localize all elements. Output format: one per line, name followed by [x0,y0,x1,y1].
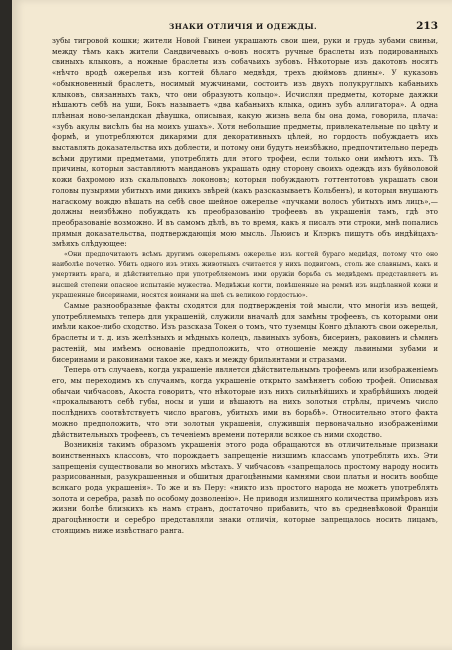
quotation-block: «Они предпочитаютъ всѣмъ другимъ ожерельямъ ожерелье изъ когтей бураго медвѣдя, потому что оно наиболѣе почетно. Убить одного изъ этихъ животныхъ считается у нихъ подвигомъ, столь же славнымъ, какъ и умертвить врага, и дѣйствительно при употребляемомъ ими оружіи борьба съ медвѣдемъ представляетъ въ высшей степени опасное испытаніе мужества. Медвѣжьи когти, повѣшенные на ремнѣ изъ выдѣланной кожи и украшенные бисеринами, носятся воинами на шеѣ съ великою гордостью». [52,251,438,299]
paragraph-1: зубы тигровой кошки; жители Новой Гвинеи украшають свои шеи, руки и грудь зубами свиньи, между тѣмъ какъ жители Сандвичевыхъ о-вовъ носятъ ручные браслеты изъ подированныхъ свиныхъ клыковъ, а ножные браслеты изъ собачьихъ зубовъ. Нѣкоторые изъ дакотовъ носятъ «нѣчто вродѣ ожерелья изъ когтей бѣлаго медвѣдя, трехъ дюймовъ длины». У куказовъ «обыкновенный браслетъ, носимый мужчинами, состоитъ изъ двухъ полукруглыхъ кабаньихъ клыковъ, связанныхъ такъ, что они образуютъ кольцо». Исчисляя предметы, которые даяжки нѣшаютъ себѣ на уши, Бокъ называетъ «два кабаньихъ клыка, одинъ зубъ аллигатора». А одна плѣнная ново-зеландская дѣвушка, описывая, какую жизнь вела бы она дома, говорила, плача: «зубъ акулы висѣлъ бы на моихъ ушахъ». Хотя небольшие предметы, привлекательные по цвѣту и формѣ, и употребляются дикарями для декоративныхъ цѣлей, но гордость побуждаетъ ихъ выставлять доказательства ихъ доблести, и потому они будутъ неизбѣжно, предпочтительно передъ всѣми другими предметами, употреблять для этого трофеи, если только они имѣютъ ихъ. Тѣ причины, которыя заставляютъ мандановъ украшать одну сторону своихъ одеждъ изъ буйволовой кожи бахромою изъ скальповыхъ локоновъ; которыя побуждаютъ готтентотовъ украшать свои головы пузырями убитыхъ ими дикихъ звѣрей (какъ разсказываетъ Кольбенъ), и которыя внушаютъ нагаскому вождю вѣшать на себѣ свое шейное ожерелье «пучками волосъ убитыхъ имъ лицъ»,—должны неизбѣжно побуждать къ преобразованію трофеевъ въ украшенія тамъ, гдѣ это преобразованіе возможно. И въ самомъ дѣлѣ, въ то время, какъ я писалъ эти строки, мнѣ попались прямыя доказательства, подтверждающія мою мысль. Льюисъ и Клэркъ пишутъ объ индѣйцахъ-змѣяхъ слѣдующее: [52,36,438,249]
paragraph-4: Возникнія такимъ образомъ украшенія этого рода обращаются въ отличительные признаки воинственныхъ классовъ, что порождаетъ запрещеніе низшимъ классамъ употреблять ихъ. Эти запрещенія существовали во многихъ мѣстахъ. У чибчасовъ «запрещалось простому народу носить разрисованныя, разукрашенныя и обшитыя драгоцѣнными камнями свои платья и носить вообще всякаго рода украшенія». То же и въ Перу: «никто изъ простого народа не можетъ употреблять золота и серебра, развѣ по особому дозволенію». Не приводя излишняго количества примѣровъ изъ жизни болѣе близкихъ къ намъ странъ, достаточно прибавить, что въ средневѣковой Франціи драгоцѣнности и серебро представляли знаки отличія, которые запрещалось носить лицамъ, стоящимъ ниже извѣстнаго ранга. [52,440,438,535]
paragraph-3: Теперь отъ случаевъ, когда украшеніе является дѣйствительнымъ трофеемъ или изображеніемъ его, мы переходимъ къ случаямъ, когда украшеніе открыто замѣняетъ собою трофей. Описывая обычаи чибчасовъ, Акоста говоритъ, что нѣкоторые изъ нихъ сильнѣйшихъ и храбрѣйшихъ людей «прокалываютъ себѣ губы, носы и уши и вѣшаютъ на нихъ золотыя стрѣлы, причемъ число послѣднихъ соотвѣтствуетъ число враговъ, убитыхъ ими въ борьбѣ». Относительно этого факта можно предположить, что эти золотыя украшенія, служившія первоначально изображеніями дѣйствительныхъ трофеевъ, съ теченіемъ времени потеряли всякое съ ними сходство. [52,365,438,439]
paragraph-2: Самые разнообразные факты сходятся для подтвержденія той мысли, что многія изъ вещей, употребляемыхъ теперь для украшеній, служили вначалѣ для замѣны трофеевъ, съ которыми они имѣли какое-либо сходство. Изъ разсказа Токея о томъ, что туземцы Конго дѣлаютъ свои ожерелья, браслеты и т. д. изъ желѣзныхъ и мѣдныхъ колецъ, львиныхъ зубовъ, бисеринъ, раковинъ и сѣмянъ растеній, мы имѣемъ основаніе предположить, что отношеніе между львиными зубами и бисеринами и раковинами такое же, какъ и между брильянтами и стразами. [52,301,438,364]
page-number: 213 [416,20,438,32]
body-text [52,36,438,537]
running-header [48,22,438,34]
running-title: ЗНАКИ ОТЛИЧІЯ И ОДЕЖДЫ. [168,22,318,31]
book-page [12,0,452,650]
